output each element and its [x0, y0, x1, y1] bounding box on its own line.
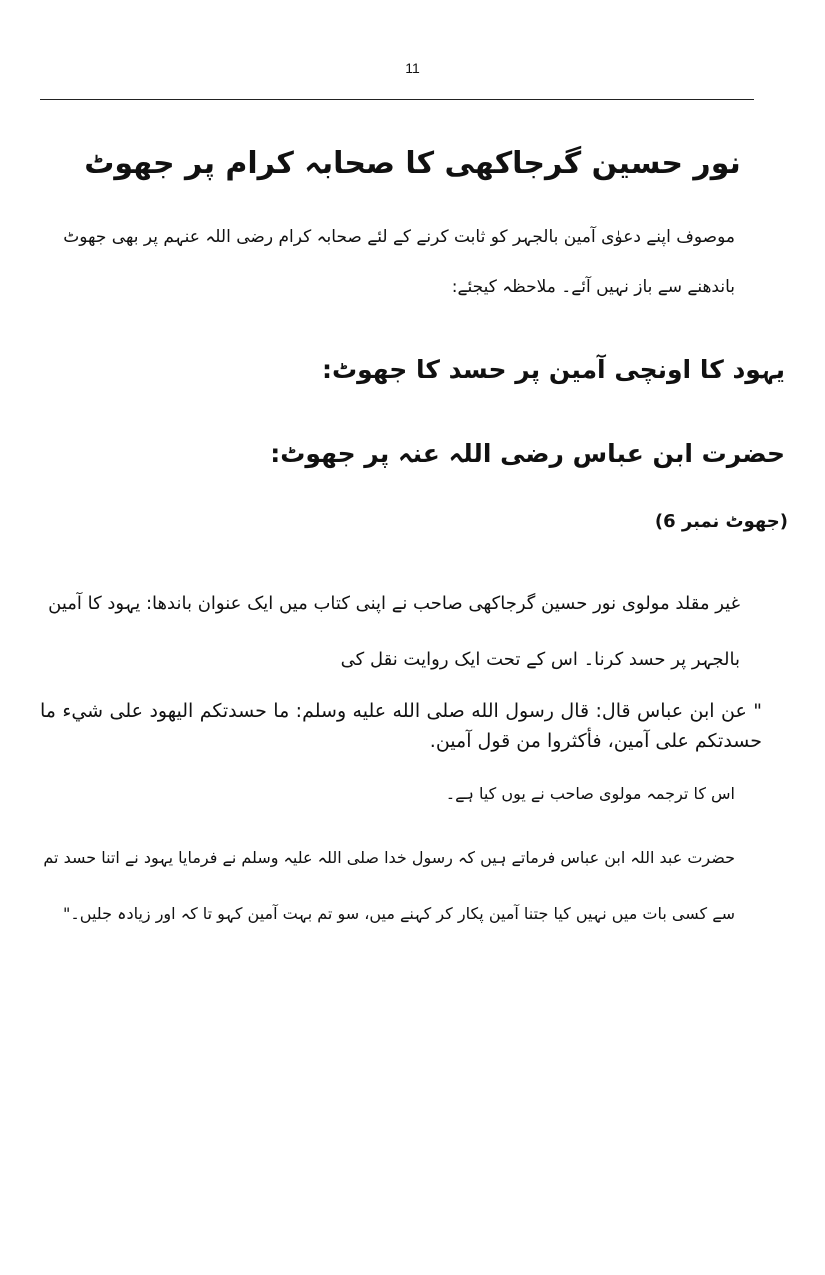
- page-title: نور حسین گرجاکھی کا صحابہ کرام پر جھوٹ: [84, 146, 741, 181]
- lie-number-label: (جھوٹ نمبر 6): [654, 511, 788, 532]
- intro-paragraph: موصوف اپنے دعوٰی آمین بالجہر کو ثابت کرنے کے لئے صحابہ کرام رضی اللہ عنہم پر بھی جھوٹ باندھنے سے باز نہیں آئے۔ ملاحظہ کیجئے:: [63, 227, 735, 297]
- section-heading-ibn-abbas: حضرت ابن عباس رضی اللہ عنہ پر جھوٹ:: [270, 439, 785, 468]
- body-paragraph: غیر مقلد مولوی نور حسین گرجاکھی صاحب نے اپنی کتاب میں ایک عنوان باندھا: یہود کا آمین بالجہر پر حسد کرنا۔ اس کے تحت ایک روایت نقل کی: [48, 593, 740, 670]
- page-number: 11: [405, 60, 420, 76]
- header-rule: [40, 99, 754, 100]
- translation-paragraph: حضرت عبد اللہ ابن عباس فرماتے ہیں کہ رسول خدا صلی اللہ علیہ وسلم نے فرمایا یہود نے اتنا حسد تم سے کسی بات میں نہیں کیا جتنا آمین پکار کر کہنے میں، سو تم بہت آمین کہو تا کہ اور زیادہ جلیں۔": [43, 848, 735, 923]
- translation-intro: اس کا ترجمہ مولوی صاحب نے یوں کیا ہے۔: [445, 784, 735, 803]
- section-heading-jews-envy: یہود کا اونچی آمین پر حسد کا جھوٹ:: [321, 355, 785, 384]
- arabic-hadith-quote: " عن ابن عباس قال: قال رسول الله صلى الله عليه وسلم: ما حسدتكم اليهود على شيء ما حسدتكم على آمين، فأكثروا من قول آمين.: [40, 700, 762, 752]
